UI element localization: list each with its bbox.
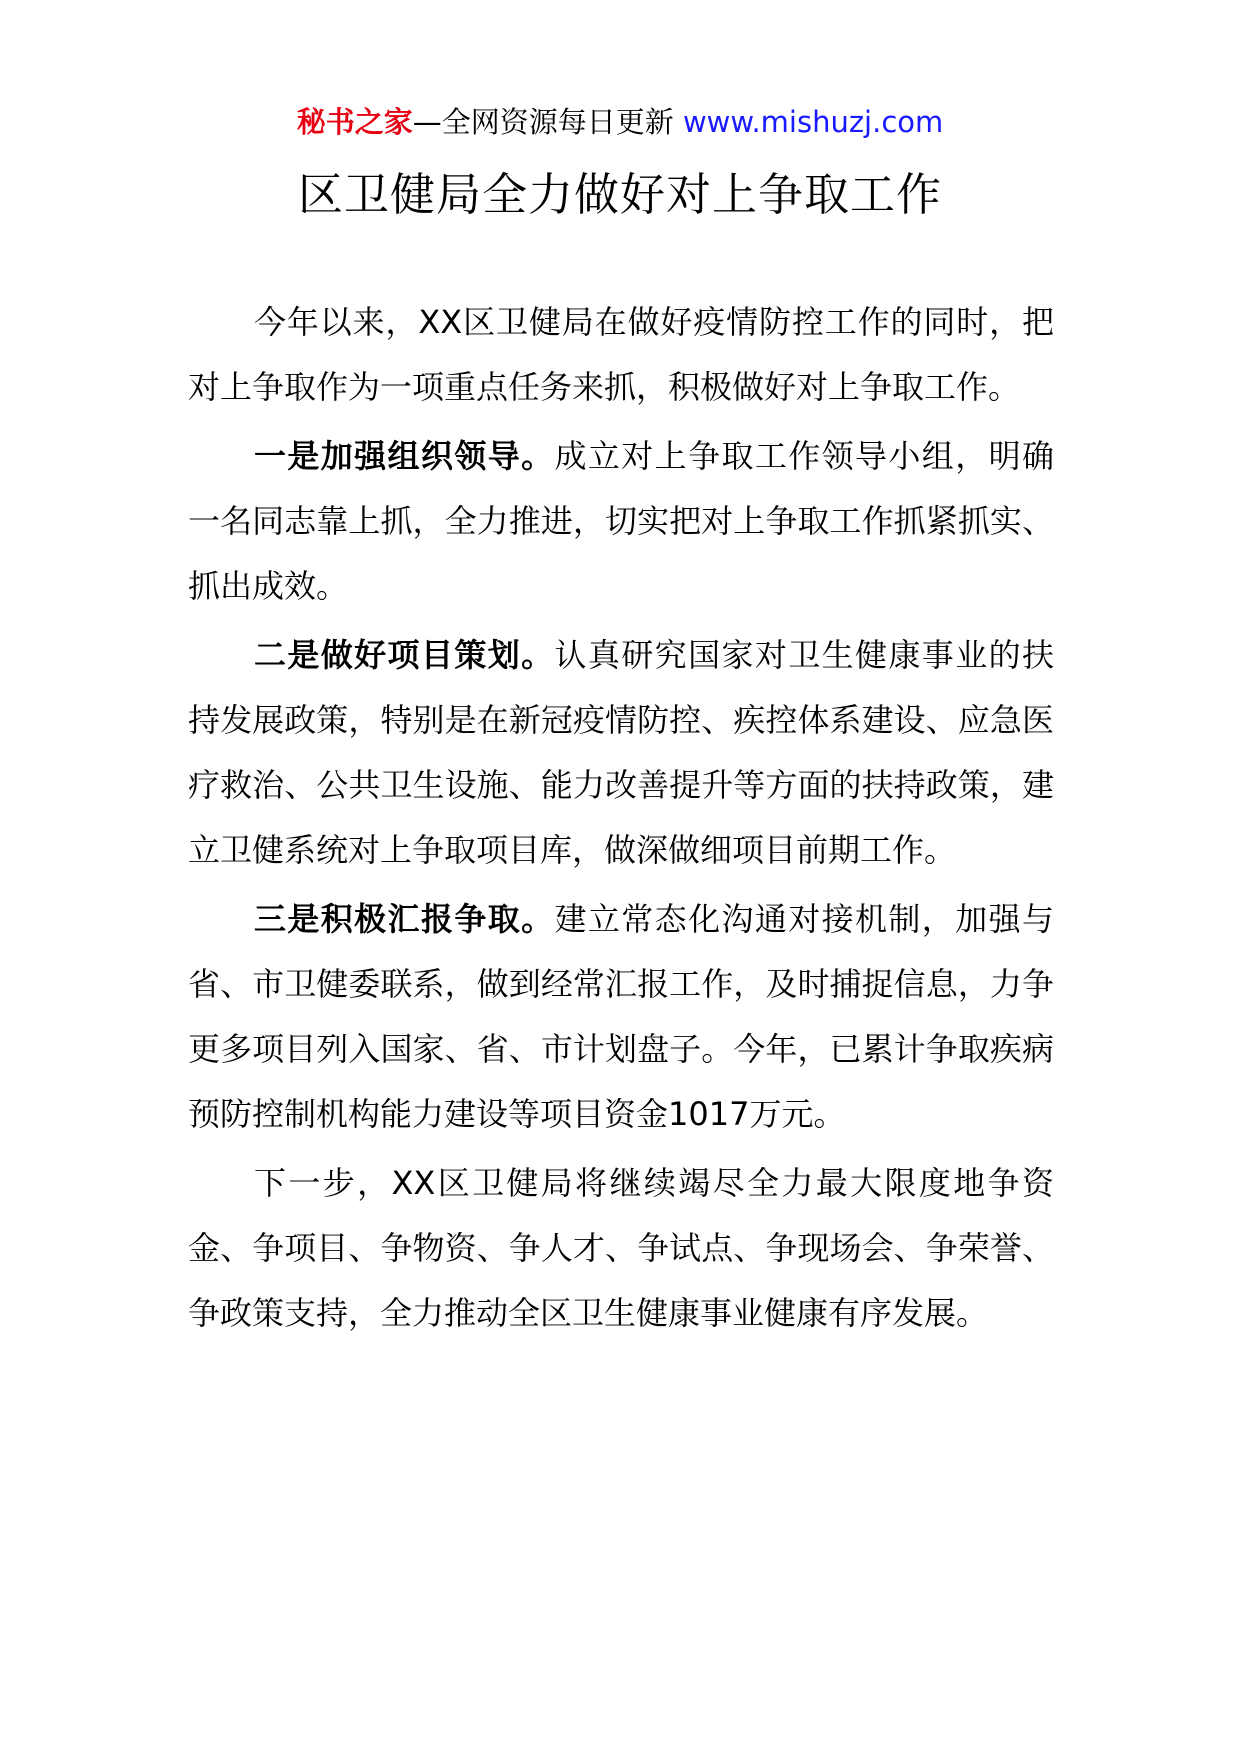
section-paragraph-2 (188, 623, 1054, 883)
document-body (188, 290, 1054, 1350)
section-lead-2: 二是做好项目策划。 (254, 636, 555, 674)
brand-name: 秘书之家 (296, 105, 413, 139)
section-paragraph-3 (188, 887, 1054, 1147)
section-paragraph-1 (188, 424, 1054, 619)
site-url-link[interactable]: www.mishuzj.com (682, 105, 944, 139)
section-lead-1: 一是加强组织领导。 (254, 437, 555, 475)
header-slogan: —全网资源每日更新 (412, 105, 674, 139)
intro-paragraph: 今年以来，XX区卫健局在做好疫情防控工作的同时，把对上争取作为一项重点任务来抓，积极做好对上争取工作。 (188, 303, 1054, 406)
site-header (0, 100, 1240, 144)
closing-paragraph: 下一步，XX区卫健局将继续竭尽全力最大限度地争资金、争项目、争物资、争人才、争试点、争现场会、争荣誉、争政策支持，全力推动全区卫生健康事业健康有序发展。 (188, 1164, 1054, 1332)
section-text-1: 成立对上争取工作领导小组，明确一名同志靠上抓，全力推进，切实把对上争取工作抓紧抓实、抓出成效。 (188, 437, 1054, 605)
document-title: 区卫健局全力做好对上争取工作 (297, 168, 942, 221)
section-lead-3: 三是积极汇报争取。 (254, 900, 555, 938)
section-text-2: 认真研究国家对卫生健康事业的扶持发展政策，特别是在新冠疫情防控、疾控体系建设、应急医疗救治、公共卫生设施、能力改善提升等方面的扶持政策，建立卫健系统对上争取项目库，做深做细项目前期工作。 (188, 636, 1054, 869)
section-text-3: 建立常态化沟通对接机制，加强与省、市卫健委联系，做到经常汇报工作，及时捕捉信息，力争更多项目列入国家、省、市计划盘子。今年，已累计争取疾病预防控制机构能力建设等项目资金1017万元。 (188, 900, 1054, 1133)
